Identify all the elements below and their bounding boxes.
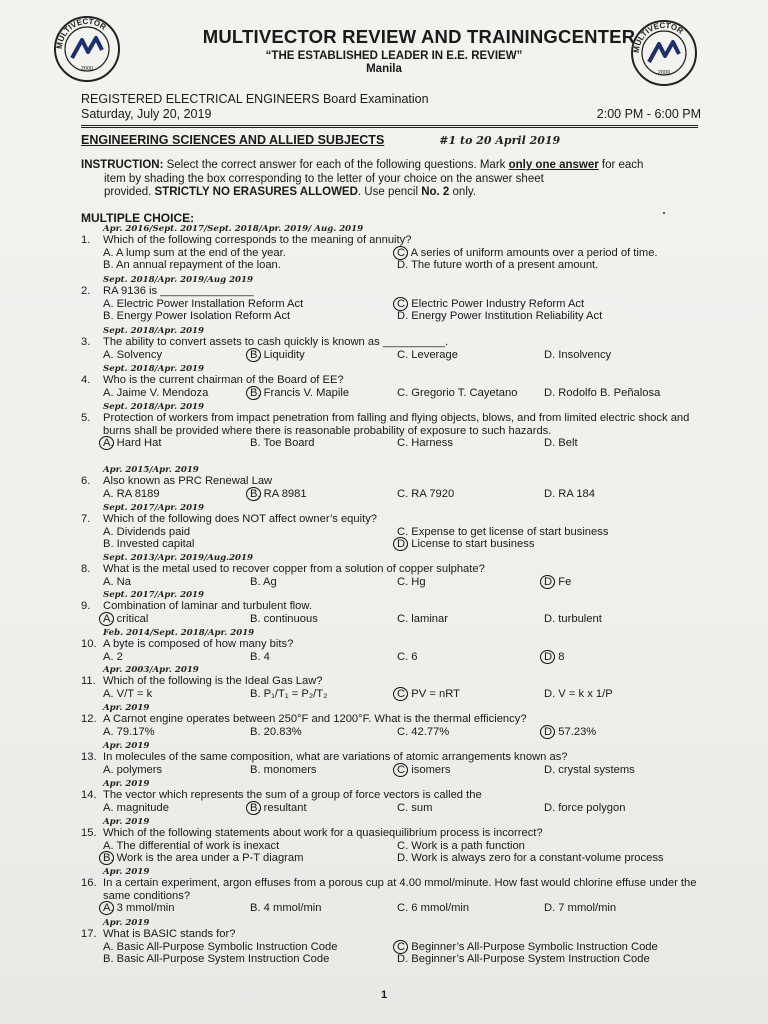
question-element [81,941,711,954]
question [81,741,711,776]
question-element: C. Electric Power Industry Reform Act [397,297,585,310]
divider [81,127,698,128]
question-element: Apr. 2003/Apr. 2019 [103,665,199,675]
question-element: C. PV = nRT [397,687,460,700]
question-element: B. 4 [250,650,270,663]
question-element: B. Energy Power Isolation Reform Act [103,310,291,323]
question-number: 16. [81,877,97,889]
answer-circle [246,386,261,400]
question-element [81,726,711,739]
question-element: D. 7 mmol/min [544,902,617,915]
question-element [397,298,717,311]
question-element [81,827,711,840]
question-element: Apr. 2015/Apr. 2019 [103,465,199,475]
question-element: C. sum [397,801,433,814]
question-element [81,852,711,865]
question-element: A. RA 8189 [103,487,160,500]
question-element [81,387,711,400]
question-element [81,336,711,349]
question-element: Sept. 2013/Apr. 2019/Aug.2019 [103,553,253,563]
question-element: B. monomers [250,763,317,776]
question-element: A. Dividends paid [103,525,191,538]
question-element: C. 6 [397,650,418,663]
question [81,326,711,361]
tagline: “THE ESTABLISHED LEADER IN E.E. REVIEW” [265,50,523,62]
question-element [250,349,397,362]
question-number: 14. [81,789,97,801]
question-element [103,437,250,450]
page-header [0,26,768,75]
question [81,590,711,625]
question-element: A. magnitude [103,801,169,814]
question-element [81,234,711,247]
svg-text:MULTIVECTOR: MULTIVECTOR [631,20,685,54]
question-element [544,576,704,589]
question-number: 6. [81,475,91,487]
question-element: C. Gregorio T. Cayetano [397,386,518,399]
question [81,665,711,700]
question-element: C. RA 7920 [397,487,455,500]
exam-name: REGISTERED ELECTRICAL ENGINEERS Board Examination [81,92,429,106]
question-element: B. 20.83% [250,725,302,738]
question-dates: Apr. 2016/Sept. 2017/Sept. 2018/Apr. 2019/ Aug. 2019 [103,224,364,234]
question-element: D. Fe [544,575,572,588]
question-element: Sept. 2018/Apr. 2019/Aug 2019 [103,275,253,285]
question-element: C. laminar [397,612,448,625]
question-element [544,651,704,664]
question-element: B. Basic All-Purpose System Instruction Code [103,953,330,966]
question-element: A. Basic All-Purpose Symbolic Instruction Code [103,940,338,953]
question-number: 12. [81,713,97,725]
question-element: Apr. 2019 [103,703,150,713]
question-element: D. 8 [544,650,565,663]
question-element [81,877,711,902]
question-element: B. 4 mmol/min [250,902,322,915]
question-element: C. Hg [397,575,426,588]
ink-dot [663,212,665,214]
question-element: D. crystal systems [544,763,635,776]
question [81,779,711,814]
question-element [81,437,711,450]
question-element: Which of the following does NOT affect owner’s equity? [103,513,378,525]
question [81,817,711,865]
svg-text:2000: 2000 [80,66,94,72]
question-number: 5. [81,412,91,424]
question-element: A. 3 mmol/min [103,902,175,915]
question-element: A. The differential of work is inexact [103,839,280,852]
question [81,553,711,588]
subject-row [81,133,701,147]
question-element [397,764,544,777]
question-element: A byte is composed of how many bits? [103,638,294,650]
question-element [81,259,711,272]
question-element: D. License to start business [397,538,535,551]
question-element: B. RA 8981 [250,487,307,500]
question-element: D. Insolvency [544,348,612,361]
question [81,503,711,551]
question-element: A. V/T = k [103,687,153,700]
question-element [81,247,711,260]
question-element: A. 79.17% [103,725,155,738]
question-element: A. Na [103,575,131,588]
answer-circle [393,763,408,777]
question-element: What is BASIC stands for? [103,928,236,940]
page-number: 1 [380,989,388,1001]
question-element [397,688,544,701]
question-element [81,412,711,437]
question-element: D. RA 184 [544,487,595,500]
exam-time: 2:00 PM - 6:00 PM [596,107,701,121]
question-number: 15. [81,827,97,839]
question-element: What is the metal used to recover copper from a solution of copper sulphate? [103,563,485,575]
question-element [81,638,711,651]
question-number: 1. [81,234,91,246]
question-element [250,488,397,501]
question-element: Sept. 2018/Apr. 2019 [103,326,205,336]
question-element: Combination of laminar and turbulent flow. [103,600,312,612]
question-element [81,802,711,815]
question-element: C. A series of uniform amounts over a period of time. [397,246,658,259]
answer-circle [393,940,408,954]
question-number: 17. [81,928,97,940]
question-element: B. resultant [250,801,307,814]
question-element [81,349,711,362]
question-element: In molecules of the same composition, what are variations of atomic arrangements known as? [103,751,568,763]
question-element: Apr. 2019 [103,867,150,877]
question [81,918,711,966]
question-element [81,928,711,941]
question-element: Apr. 2019 [103,741,150,751]
question-element: Protection of workers from impact penetration from falling and flying objects, blows, and from limited electric shock and burns shall be provided where there is reasonable probability of exposure to such hazards. [103,412,690,437]
question-number: 7. [81,513,91,525]
question-element [81,613,711,626]
answer-circle [540,575,555,589]
question-element: Apr. 2019 [103,918,150,928]
svg-text:2000: 2000 [657,70,671,76]
question-element [103,902,250,915]
question-element: D. Beginner’s All-Purpose System Instruction Code [397,953,650,966]
question-element [81,713,711,726]
question [81,275,711,323]
question-number: 3. [81,336,91,348]
question-element: Who is the current chairman of the Board of EE? [103,374,344,386]
question-element: C. Expense to get license of start business [397,525,609,538]
question-element [397,538,717,551]
question-element [81,513,711,526]
question-number: 4. [81,374,91,386]
question-element [544,726,704,739]
exam-info [81,92,701,121]
question-element: Which of the following is the Ideal Gas Law? [103,675,323,687]
question-element: A. polymers [103,763,163,776]
answer-circle [393,687,408,701]
question-element: A Carnot engine operates between 250°F and 1200°F. What is the thermal efficiency? [103,713,527,725]
question-element: B. P₁/T₁ = P₂/T₂ [250,687,328,700]
question-element: D. Rodolfo B. Peñalosa [544,386,661,399]
question-element: B. continuous [250,612,318,625]
city: Manila [366,63,402,75]
answer-circle [246,487,261,501]
question [81,364,711,399]
question-element [81,675,711,688]
question-element [81,688,711,701]
option: A. A lump sum at the end of the year. [103,246,286,259]
answer-circle [393,246,408,260]
question-element [81,563,711,576]
question-number: 11. [81,675,96,687]
question-element: D. turbulent [544,612,602,625]
answer-circle [246,801,261,815]
question-element: D. force polygon [544,801,626,814]
exam-date: Saturday, July 20, 2019 [81,107,212,121]
option: B. An annual repayment of the loan. [103,259,281,272]
question-element [81,600,711,613]
question [81,402,711,450]
handwritten-note: #1 to 20 April 2019 [439,134,561,147]
question-element: D. 57.23% [544,725,597,738]
answer-circle [99,612,114,626]
question-element: C. 6 mmol/min [397,902,470,915]
question-number: 9. [81,600,91,612]
question-element [81,488,711,501]
question-number: 10. [81,638,97,650]
question-element [103,852,397,865]
question-element: C. isomers [397,763,451,776]
question-element [81,374,711,387]
question-text: Which of the following corresponds to the meaning of annuity? [103,234,412,246]
question-element [81,526,711,539]
question-element [103,613,250,626]
question-element: A. Hard Hat [103,437,162,450]
question-element: Also known as PRC Renewal Law [103,475,273,487]
question-element: Sept. 2017/Apr. 2019 [103,503,205,513]
question-number: 2. [81,285,91,297]
question-element [81,953,711,966]
question-element [81,576,711,589]
option [397,247,717,260]
answer-circle [540,725,555,739]
answer-circle [393,297,408,311]
question-element: D. Work is always zero for a constant-volume process [397,852,664,865]
question-element: A. critical [103,612,149,625]
question-element: A. Solvency [103,348,163,361]
question-element [81,285,711,298]
question-number: 13. [81,751,97,763]
question-element [81,764,711,777]
question-element [250,802,397,815]
question-element: B. Francis V. Mapile [250,386,350,399]
question-element: Feb. 2014/Sept. 2018/Apr. 2019 [103,628,255,638]
question-element [81,751,711,764]
question-element: The ability to convert assets to cash quickly is known as __________. [103,336,449,348]
question-element [81,310,711,323]
question-element: C. Work is a path function [397,839,525,852]
question [81,224,711,272]
question-element: C. 42.77% [397,725,450,738]
question-element: C. Leverage [397,348,458,361]
subject-title: ENGINEERING SCIENCES AND ALLIED SUBJECTS [81,133,385,147]
section-title: MULTIPLE CHOICE: [81,211,195,225]
question-element: RA 9136 is _______________ [103,285,254,297]
question-element: Apr. 2019 [103,779,150,789]
question-element: Sept. 2017/Apr. 2019 [103,590,205,600]
question-element: C. Harness [397,437,453,450]
option: D. The future worth of a present amount. [397,259,599,272]
answer-circle [246,348,261,362]
question-element: Sept. 2018/Apr. 2019 [103,364,205,374]
question-element: D. V = k x 1/P [544,687,613,700]
question-element [81,475,711,488]
question-element: The vector which represents the sum of a group of force vectors is called the [103,789,482,801]
answer-circle [540,650,555,664]
question [81,628,711,663]
question-element: A. Jaime V. Mendoza [103,386,209,399]
question-element [81,840,711,853]
question-element: A. 2 [103,650,123,663]
question-element: Sept. 2018/Apr. 2019 [103,402,205,412]
question [81,703,711,738]
question-element: D. Energy Power Institution Reliability Act [397,310,603,323]
question-element: B. Invested capital [103,538,195,551]
divider [81,125,698,126]
question-element: B. Ag [250,575,277,588]
question-element: B. Work is the area under a P-T diagram [103,852,304,865]
question [81,867,711,915]
question-element [81,651,711,664]
question-element [81,538,711,551]
question-element [250,387,397,400]
question-element: Which of the following statements about work for a quasiequilibrium process is incorrect? [103,827,543,839]
question-element [397,941,717,954]
question-element: D. Belt [544,437,578,450]
question-element: Apr. 2019 [103,817,150,827]
question-element [81,789,711,802]
question-element [81,298,711,311]
question-number: 8. [81,563,91,575]
question-element [81,902,711,915]
svg-text:MULTIVECTOR: MULTIVECTOR [54,16,108,50]
question-element: C. Beginner’s All-Purpose Symbolic Instruction Code [397,940,658,953]
question-element: B. Liquidity [250,348,305,361]
center-title: MULTIVECTOR REVIEW AND TRAININGCENTER [202,26,636,47]
question [81,465,711,500]
question-element: In a certain experiment, argon effuses from a porous cup at 4.00 mmol/minute. How fast would chlorine effuse under the same conditions? [103,877,697,902]
instructions: INSTRUCTION: Select the correct answer for each of the following questions. Mark only one answer for each item by shading the box corresponding to the letter of your choice on the answer sheet provided. STRICTLY NO ERASURES ALLOWED. Use pencil No. 2 only. [81,159,644,198]
question-element: A. Electric Power Installation Reform Act [103,297,304,310]
question-element: B. Toe Board [250,437,315,450]
